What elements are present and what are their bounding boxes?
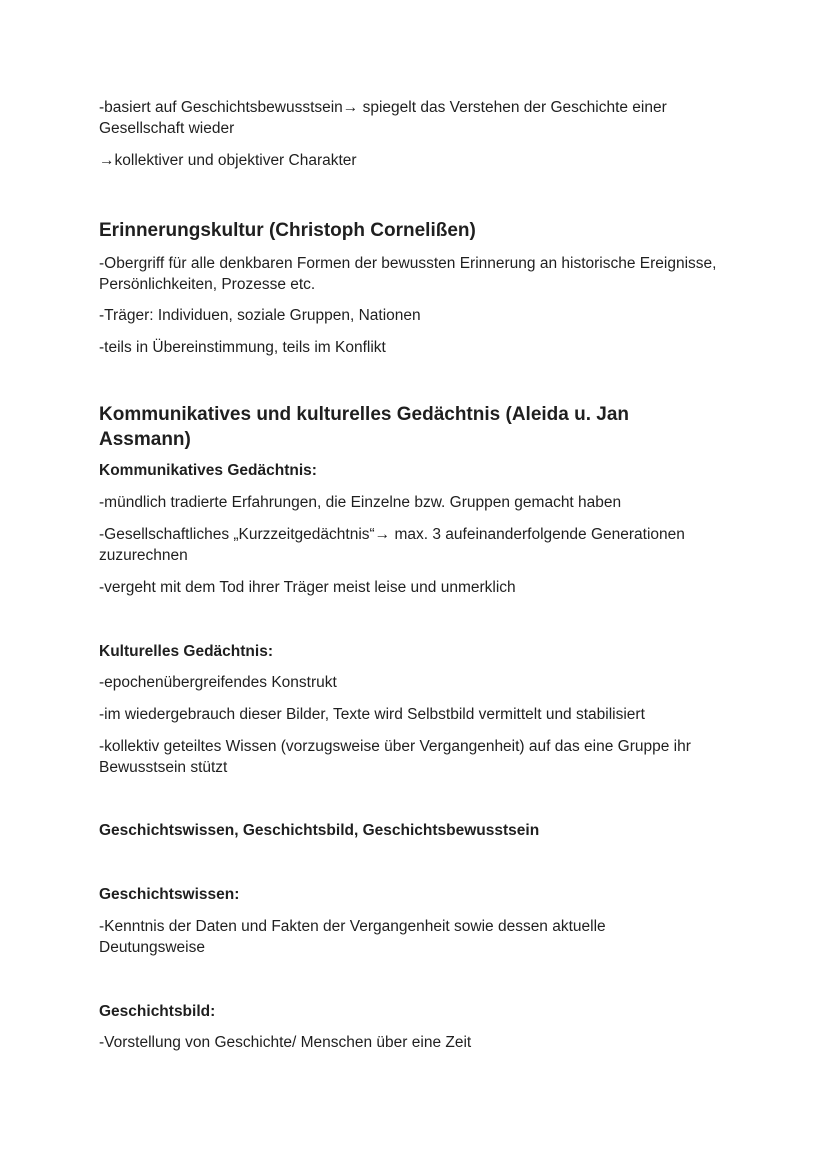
subheading-kulturelles-gedaechtnis: Kulturelles Gedächtnis:	[99, 643, 273, 660]
heading-erinnerungskultur: Erinnerungskultur (Christoph Cornelißen)	[99, 220, 476, 241]
kulturell-item-2: -im wiedergebrauch dieser Bilder, Texte wird Selbstbild vermittelt und stabilisiert	[99, 706, 645, 723]
erinnerungskultur-item-1: -Obergriff für alle denkbaren Formen der bewussten Erinnerung an historische Ereignisse, Persönlichkeiten, Prozesse etc.	[99, 255, 717, 293]
subheading-geschichtsbild: Geschichtsbild:	[99, 1003, 216, 1020]
subheading-kommunikatives-gedaechtnis: Kommunikatives Gedächtnis:	[99, 462, 317, 479]
erinnerungskultur-item-3: -teils in Übereinstimmung, teils im Konflikt	[99, 339, 386, 356]
kommunikativ-item-2: -Gesellschaftliches „Kurzzeitgedächtnis“→ max. 3 aufeinanderfolgende Generationen zuzurechnen	[99, 526, 685, 564]
geschichtswissen-item-1: -Kenntnis der Daten und Fakten der Vergangenheit sowie dessen aktuelle Deutungsweise	[99, 918, 606, 956]
erinnerungskultur-item-2: -Träger: Individuen, soziale Gruppen, Nationen	[99, 307, 421, 324]
subheading-geschichtswissen: Geschichtswissen:	[99, 886, 240, 903]
geschichtsbild-item-1: -Vorstellung von Geschichte/ Menschen über eine Zeit	[99, 1034, 472, 1051]
kulturell-item-1: -epochenübergreifendes Konstrukt	[99, 674, 337, 691]
kulturell-item-3: -kollektiv geteiltes Wissen (vorzugsweise über Vergangenheit) auf das eine Gruppe ihr Bewusstsein stützt	[99, 738, 691, 776]
heading-geschichte: Geschichtswissen, Geschichtsbild, Geschichtsbewusstsein	[99, 822, 540, 839]
kommunikativ-item-3: -vergeht mit dem Tod ihrer Träger meist leise und unmerklich	[99, 579, 516, 596]
kommunikativ-item-1: -mündlich tradierte Erfahrungen, die Einzelne bzw. Gruppen gemacht haben	[99, 494, 622, 511]
intro-paragraph-2: →kollektiver und objektiver Charakter	[99, 152, 357, 169]
heading-gedaechtnis: Kommunikatives und kulturelles Gedächtnis (Aleida u. Jan Assmann)	[99, 404, 630, 450]
intro-paragraph-1: -basiert auf Geschichtsbewusstsein→ spiegelt das Verstehen der Geschichte einer Gesellschaft wieder	[99, 99, 667, 137]
